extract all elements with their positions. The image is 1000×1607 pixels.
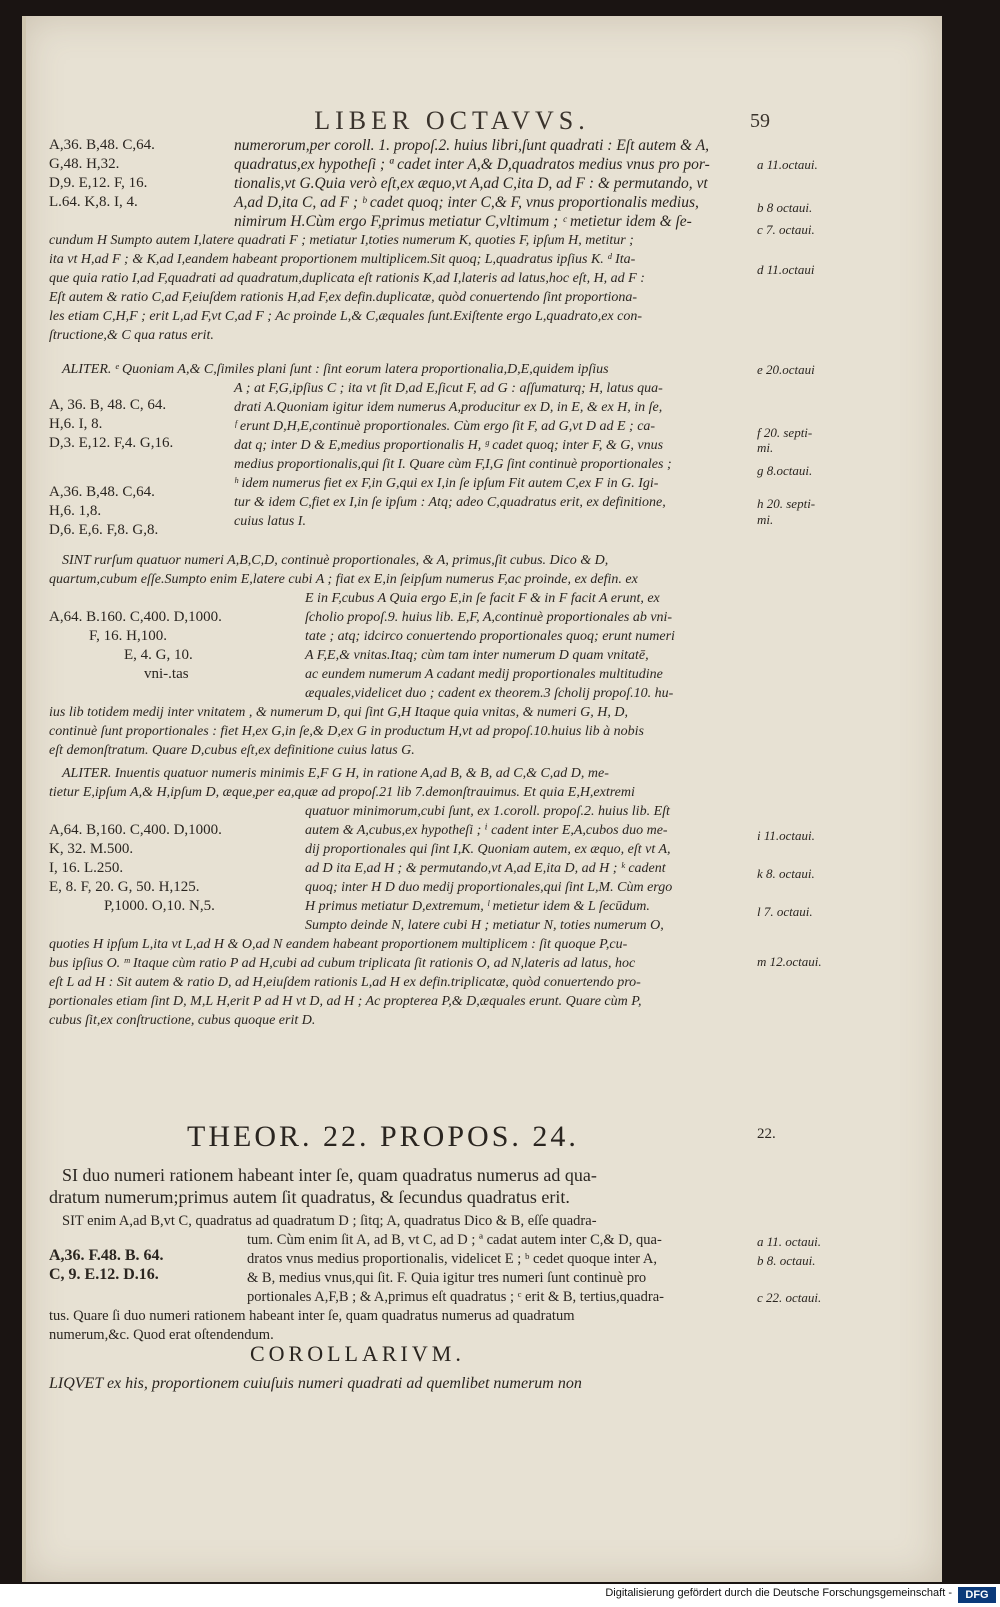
- text-line: quadratus,ex hypotheſi ; ª cadet inter A,& D,quadratos medius vnus pro por-: [234, 156, 710, 173]
- table-row: I, 16. L.250.: [49, 860, 124, 876]
- text-line: eſt L ad H : Sit autem & ratio D, ad H,eiuſdem rationis L,ad H ex defin.triplicatæ, quòd conuertendo pro-: [49, 975, 641, 990]
- margin-note: h 20. septi-: [757, 496, 816, 511]
- table-row: A,36. B,48. C,64.: [49, 484, 155, 500]
- text-line: portionales etiam ſint D, M,L H,erit P ad H vt D, ad H ; Ac propterea P,& D,æquales erunt. Quare cùm P,: [49, 994, 642, 1009]
- text-line: dat q; inter D & E,medius proportionalis H, ᵍ cadet quoq; inter F, & G, vnus: [234, 438, 664, 453]
- table-row: H,6. I, 8.: [49, 416, 103, 432]
- text-line: tietur E,ipſum A,& H,ipſum D, æque,per ea,quæ ad propoſ.21 lib 7.demonſtrauimus. Et quia E,H,extremi: [49, 785, 635, 800]
- margin-note: i 11.octaui.: [757, 828, 815, 843]
- text-line: cuius latus I.: [234, 514, 306, 529]
- table-row: A, 36. B, 48. C, 64.: [49, 397, 167, 413]
- margin-note: mi.: [757, 440, 774, 455]
- text-line: ius lib totidem medij inter vnitatem , & numerum D, qui ſint G,H Itaque quia vnitas, & numeri G, H, D,: [49, 705, 629, 720]
- theorem-number: 22.: [757, 1126, 776, 1142]
- text-line: ac eundem numerum A cadant medij proportionales multitudine: [305, 667, 663, 682]
- text-line: ita vt H,ad F ; & K,ad I,eandem habeant proportionem multiplicem.Sit quoq; L,quadratus ipſius K. ᵈ Ita-: [49, 252, 636, 267]
- text-line: dij proportionales qui ſint I,K. Quoniam autem, ex æquo, eſt vt A,: [305, 842, 671, 857]
- table-row: A,36. B,48. C,64.: [49, 137, 155, 153]
- text-line: ſcholio propoſ.9. huius lib. E,F, A,continuè proportionales ab vni-: [305, 610, 673, 625]
- text-line: quoties H ipſum L,ita vt L,ad H & O,ad N eandem habeant proportionem multiplicem : ſit quoque P,cu-: [49, 937, 628, 952]
- text-line: continuè ſunt proportionales : fiet H,ex G,in ſe,& D,ex G in productum H,vt ad propoſ.10.huius lib à nobis: [49, 724, 644, 739]
- text-line: Sumpto deinde N, latere cubi H ; metiatur N, toties numerum O,: [305, 918, 664, 933]
- text-line: que quia ratio I,ad F,quadrati ad quadratum,duplicata eſt rationis K,ad I,lateris ad latus,hoc eſt, H, ad F :: [49, 271, 645, 286]
- text-line: ʰ idem numerus fiet ex F,in G,qui ex I,in ſe ipſum Fit autem C,ex F in G. Igi-: [234, 476, 659, 491]
- text-line: numerorum,per coroll. 1. propoſ.2. huius libri,ſunt quadrati : Eſt autem & A,: [234, 137, 710, 154]
- text-line: quartum,cubum eſſe.Sumpto enim E,latere cubi A ; fiat ex E,in ſeipſum numerus F,ac proinde, ex defin. ex: [49, 572, 638, 587]
- text-line: ad D ita E,ad H ; & permutando,vt A,ad E,ita D, ad H ; ᵏ cadent: [305, 861, 666, 876]
- text-line: tus. Quare ſi duo numeri rationem habeant inter ſe, quam quadratus numerus ad quadratum: [49, 1308, 575, 1324]
- table-row: P,1000. O,10. N,5.: [104, 898, 215, 914]
- text-line: autem & A,cubus,ex hypotheſi ; ⁱ cadent inter E,A,cubos duo me-: [305, 823, 668, 838]
- text-line: tionalis,vt G.Quia verò eſt,ex æquo,vt A,ad C,ita D, ad F : & permutando, vt: [234, 175, 708, 192]
- text-line: quoq; inter H D duo medij proportionales,qui ſint L,M. Cùm ergo: [305, 880, 673, 895]
- table-row: H,6. 1,8.: [49, 503, 102, 519]
- text-line: E in F,cubus A Quia ergo E,in ſe facit F & in F facit A erunt, ex: [305, 591, 660, 606]
- margin-note: e 20.octaui: [757, 362, 815, 377]
- text-line: SINT rurſum quatuor numeri A,B,C,D, continuè proportionales, & A, primus,ſit cubus. Dico & D,: [62, 553, 609, 568]
- text-line: eſt demonſtratum. Quare D,cubus eſt,ex definitione cuius latus G.: [49, 743, 415, 758]
- text-line: ſtructione,& C qua ratus erit.: [49, 328, 214, 343]
- theorem-title: THEOR. 22. PROPOS. 24.: [187, 1120, 579, 1153]
- margin-note: a 11. octaui.: [757, 1234, 822, 1249]
- text-line: H primus metiatur D,extremum, ˡ metietur idem & L ſecūdum.: [305, 899, 650, 914]
- margin-note: a 11.octaui.: [757, 157, 818, 172]
- text-line: æquales,videlicet duo ; cadent ex theorem.3 ſcholij propoſ.10. hu-: [305, 686, 674, 701]
- number-table: [49, 483, 158, 540]
- corollary-text: LIQVET ex his, proportionem cuiuſuis numeri quadrati ad quemlibet numerum non: [49, 1375, 582, 1392]
- margin-note: b 8. octaui.: [757, 1253, 816, 1268]
- text-line: & B, medius vnus,qui ſit. F. Quia igitur tres numeri ſunt continuè pro: [247, 1270, 647, 1286]
- number-table: [49, 821, 222, 916]
- number-table: [49, 396, 173, 453]
- margin-note: m 12.octaui.: [757, 954, 822, 969]
- text-line: ᶠ erunt D,H,E,continuè proportionales. Cùm ergo ſit F, ad G,vt D ad E ; ca-: [234, 419, 656, 434]
- margin-note: c 7. octaui.: [757, 222, 815, 237]
- running-title: LIBER OCTAVVS.: [314, 106, 590, 135]
- number-table: [49, 608, 222, 684]
- table-row: D,6. E,6. F,8. G,8.: [49, 522, 159, 538]
- theorem-statement: SI duo numeri rationem habeant inter ſe, quam quadratus numerus ad qua-: [62, 1165, 597, 1185]
- table-row: E, 8. F, 20. G, 50. H,125.: [49, 879, 200, 895]
- text-line: medius proportionalis,qui ſit I. Quare cùm F,I,G ſint continuè proportionales ;: [234, 457, 672, 472]
- text-line: portionales A,F,B ; & A,primus eſt quadratus ; ᶜ erit & B, tertius,quadra-: [247, 1289, 664, 1305]
- text-line: nimirum H.Cùm ergo F,primus metiatur C,vltimum ; ᶜ metietur idem & ſe-: [234, 213, 692, 230]
- table-row: E, 4. G, 10.: [124, 647, 193, 663]
- text-line: tum. Cùm enim ſit A, ad B, vt C, ad D ; ª cadat autem inter C,& D, qua-: [247, 1232, 662, 1248]
- margin-note: k 8. octaui.: [757, 866, 815, 881]
- text-line: tur & idem C,fiet ex I,in ſe ipſum : Atq; adeo C,quadratus erit, ex definitione,: [234, 495, 666, 510]
- text-line: ALITER. ᵉ Quoniam A,& C,ſimiles plani ſunt : ſint eorum latera proportionalia,D,E,quidem ipſius: [62, 362, 609, 377]
- text-line: cundum H Sumpto autem I,latere quadrati F ; metiatur I,toties numerum K, quoties F, ipſum H, metitur ;: [49, 233, 634, 248]
- theorem-statement: dratum numerum;primus autem ſit quadratus, & ſecundus quadratus erit.: [49, 1187, 570, 1207]
- table-row: D,9. E,12. F, 16.: [49, 175, 148, 191]
- text-line: cubus ſit,ex conſtructione, cubus quoque erit D.: [49, 1013, 316, 1028]
- number-table: [49, 1246, 164, 1284]
- margin-note: mi.: [757, 512, 774, 527]
- text-line: tate ; atq; idcirco conuertendo proportionales quoq; erunt numeri: [305, 629, 675, 644]
- page-edge: [22, 16, 26, 1582]
- table-row: F, 16. H,100.: [89, 628, 167, 644]
- text-line: numerum,&c. Quod erat oſtendendum.: [49, 1327, 274, 1343]
- table-row: L.64. K,8. I, 4.: [49, 194, 138, 210]
- table-row: A,36. F.48. B. 64.: [49, 1247, 164, 1264]
- table-row: vni-.tas: [144, 666, 189, 682]
- margin-note: f 20. septi-: [757, 425, 813, 440]
- text-line: A ; at F,G,ipſius C ; ita vt ſit D,ad E,ſicut F, ad G : aſſumaturq; H, latus qua-: [234, 381, 663, 396]
- table-row: G,48. H,32.: [49, 156, 120, 172]
- text-line: A F,E,& vnitas.Itaq; cùm tam inter numerum D quam vnitatē,: [305, 648, 649, 663]
- margin-note: g 8.octaui.: [757, 463, 813, 478]
- number-table: [49, 136, 155, 212]
- table-row: K, 32. M.500.: [49, 841, 134, 857]
- text-line: ALITER. Inuentis quatuor numeris minimis E,F G H, in ratione A,ad B, & B, ad C,& C,ad D, me-: [62, 766, 609, 781]
- margin-note: b 8 octaui.: [757, 200, 813, 215]
- footer-bar: [0, 1584, 1000, 1607]
- text-line: Eſt autem & ratio C,ad F,eiuſdem rationis H,ad F,ex defin.duplicatæ, quòd conuertendo ſint proportiona-: [49, 290, 638, 305]
- table-row: D,3. E,12. F,4. G,16.: [49, 435, 174, 451]
- table-row: A,64. B,160. C,400. D,1000.: [49, 822, 222, 838]
- text-line: drati A.Quoniam igitur idem numerus A,producitur ex D, in E, & ex H, in ſe,: [234, 400, 663, 415]
- table-row: C, 9. E.12. D.16.: [49, 1266, 159, 1283]
- book-page: [22, 16, 942, 1582]
- text-line: quatuor minimorum,cubi ſunt, ex 1.coroll. propoſ.2. huius lib. Eſt: [305, 804, 670, 819]
- text-line: bus ipſius O. ᵐ Itaque cùm ratio P ad H,cubi ad cubum triplicata ſit rationis O, ad N,lateris ad latus, hoc: [49, 956, 636, 971]
- text-line: dratos vnus medius proportionalis, videlicet E ; ᵇ cedet quoque inter A,: [247, 1251, 658, 1267]
- margin-note: c 22. octaui.: [757, 1290, 822, 1305]
- margin-note: l 7. octaui.: [757, 904, 813, 919]
- dfg-logo: DFG: [958, 1587, 996, 1603]
- text-line: SIT enim A,ad B,vt C, quadratus ad quadratum D ; ſitq; A, quadratus Dico & B, eſſe quadra-: [62, 1213, 597, 1229]
- table-row: A,64. B.160. C,400. D,1000.: [49, 609, 222, 625]
- page-number: 59: [750, 110, 770, 132]
- text-line: A,ad D,ita C, ad F ; ᵇ cadet quoq; inter C,& F, vnus proportionalis medius,: [234, 194, 699, 211]
- text-line: les etiam C,H,F ; erit L,ad F,vt C,ad F ; Ac proinde L,& C,æquales ſunt.Exiſtente ergo L,quadrato,ex con-: [49, 309, 642, 324]
- margin-note: d 11.octaui: [757, 262, 815, 277]
- corollary-title: COROLLARIVM.: [250, 1341, 465, 1366]
- funding-notice: Digitalisierung gefördert durch die Deutsche Forschungsgemeinschaft -: [605, 1587, 952, 1599]
